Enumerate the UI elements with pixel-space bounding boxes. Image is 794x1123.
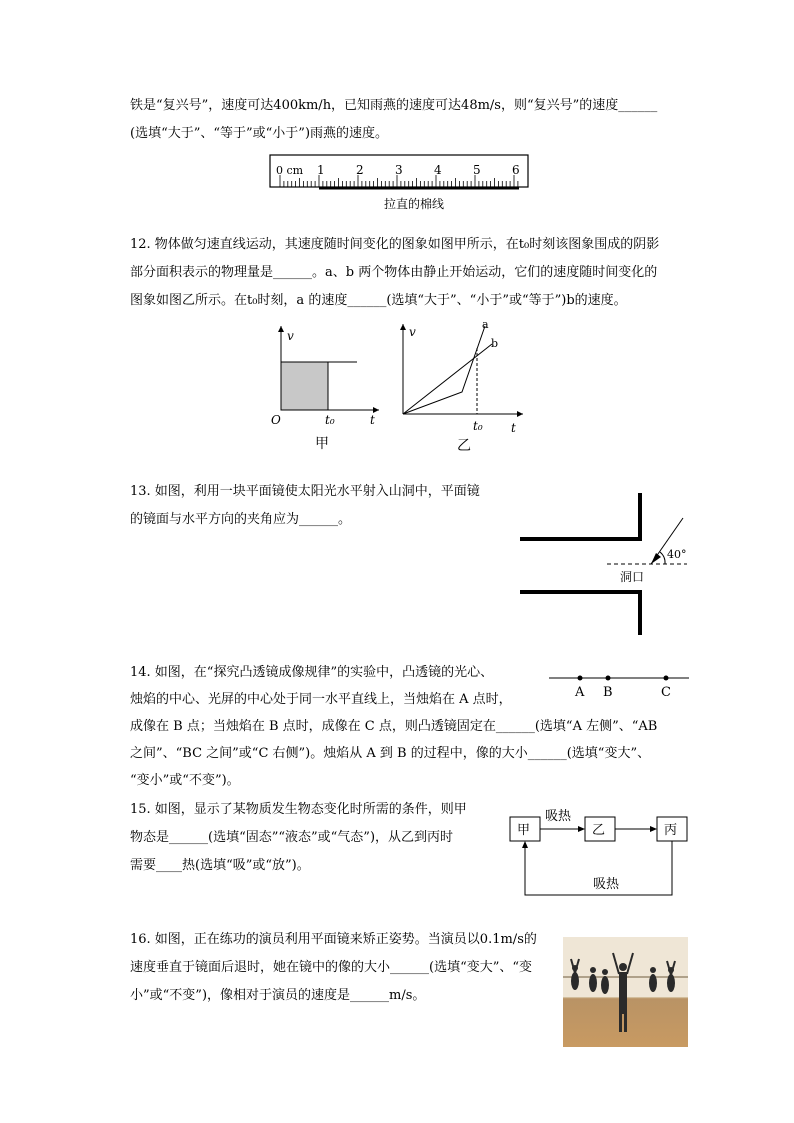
label-b: B — [603, 685, 613, 700]
arrow-bing-jia-head — [522, 841, 528, 848]
point-a — [578, 676, 583, 681]
state-change-figure — [505, 805, 695, 907]
sunlight-arrow — [651, 553, 661, 564]
point-b — [606, 676, 611, 681]
jia-v-label: v — [287, 329, 294, 343]
box-bing-label: 丙 — [664, 823, 678, 838]
q15-line2: 物态是______(选填“固态”“液态”或“气态”)，从乙到丙时 — [130, 830, 454, 845]
point-c — [664, 676, 669, 681]
label-c: C — [661, 685, 671, 700]
q15-line1: 15. 如图，显示了某物质发生物态变化时所需的条件，则甲 — [130, 802, 467, 817]
jia-t-label: t — [370, 413, 375, 427]
box-yi-label: 乙 — [592, 823, 606, 838]
yi-t-label: t — [511, 421, 516, 435]
ruler-tick-5: 5 — [473, 163, 481, 177]
cave-lower-wall — [520, 592, 640, 635]
q12-line1: 12. 物体做匀速直线运动，其速度随时间变化的图象如图甲所示，在t₀时刻该图象围成的阴影 — [130, 237, 660, 252]
label-absorb-top: 吸热 — [545, 809, 572, 824]
q14-line5: “变小”或“不变”)。 — [130, 773, 240, 788]
q13-line1: 13. 如图，利用一块平面镜使太阳光水平射入山洞中，平面镜 — [130, 484, 480, 499]
ruler-tick-4: 4 — [434, 163, 442, 177]
cave-label: 洞口 — [620, 570, 645, 584]
ruler-tick-6: 6 — [512, 163, 520, 177]
angle-label: 40° — [667, 548, 687, 561]
q13-line2: 的镜面与水平方向的夹角应为______。 — [130, 512, 352, 527]
ruler-tick-3: 3 — [395, 163, 403, 177]
graph-yi — [395, 318, 530, 453]
yi-t0: t₀ — [473, 419, 483, 433]
yi-caption: 乙 — [457, 438, 471, 453]
yi-label-b: b — [491, 337, 499, 350]
arrow-yi-bing-head — [650, 826, 657, 832]
yi-line-a — [403, 326, 485, 414]
label-absorb-bottom: 吸热 — [593, 877, 620, 892]
yi-t-arrow — [517, 411, 523, 417]
label-a: A — [575, 685, 585, 700]
ruler-caption: 拉直的棉线 — [384, 197, 445, 211]
q12-line3: 图象如图乙所示。在t₀时刻，a 的速度______(选填“大于”、“小于”或“等于”)b的速度。 — [130, 293, 627, 308]
q14-line2: 烛焰的中心、光屏的中心处于同一水平直线上，当烛焰在 A 点时， — [130, 692, 512, 707]
yi-label-a: a — [482, 318, 489, 331]
graph-jia — [265, 318, 385, 453]
jia-t0: t₀ — [325, 413, 335, 427]
q14-line3: 成像在 B 点；当烛焰在 B 点时，成像在 C 点，则凸透镜固定在______(选填“A 左侧”、“AB — [130, 719, 658, 734]
angle-arc — [660, 552, 665, 564]
q11-line1: 铁是“复兴号”，速度可达400km/h，已知雨燕的速度可达48m/s，则“复兴号”的速度______ — [130, 98, 658, 113]
yi-line-b — [403, 344, 492, 414]
axis-points-figure — [545, 670, 695, 702]
ruler-tick-1: 1 — [317, 163, 325, 177]
jia-caption: 甲 — [315, 436, 329, 452]
dancers-illustration — [563, 937, 688, 1047]
jia-origin: O — [271, 413, 281, 427]
q16-line3: 小”或“不变”)，像相对于演员的速度是______m/s。 — [130, 988, 426, 1003]
q16-line2: 速度垂直于镜面后退时，她在镜中的像的大小______(选填“变大”、“变 — [130, 960, 533, 975]
q15-line3: 需要____热(选填“吸”或“放”)。 — [130, 858, 310, 873]
cave-upper-wall — [520, 493, 640, 539]
box-jia-label: 甲 — [517, 823, 531, 838]
q11-line2: (选填“大于”、“等于”或“小于”)雨燕的速度。 — [130, 126, 389, 141]
cave-figure — [515, 488, 695, 638]
ruler-figure — [262, 150, 537, 215]
ruler-unit: 0 cm — [276, 164, 304, 177]
q12-line2: 部分面积表示的物理量是______。a、b 两个物体由静止开始运动，它们的速度随时间变化的 — [130, 265, 658, 280]
q16-line1: 16. 如图，正在练功的演员利用平面镜来矫正姿势。当演员以0.1m/s的 — [130, 932, 537, 947]
yi-v-label: v — [409, 325, 416, 339]
q14-line1: 14. 如图，在“探究凸透镜成像规律”的实验中，凸透镜的光心、 — [130, 665, 494, 680]
jia-shaded-area — [281, 362, 328, 410]
q14-line4: 之间”、“BC 之间”或“C 右侧”)。烛焰从 A 到 B 的过程中，像的大小______(选填“变大”、 — [130, 746, 651, 761]
dancers-mirror-photo — [563, 937, 688, 1047]
ruler-tick-2: 2 — [356, 163, 364, 177]
jia-v-arrow — [278, 326, 284, 332]
yi-v-arrow — [400, 324, 406, 330]
arrow-jia-yi-head — [578, 826, 585, 832]
